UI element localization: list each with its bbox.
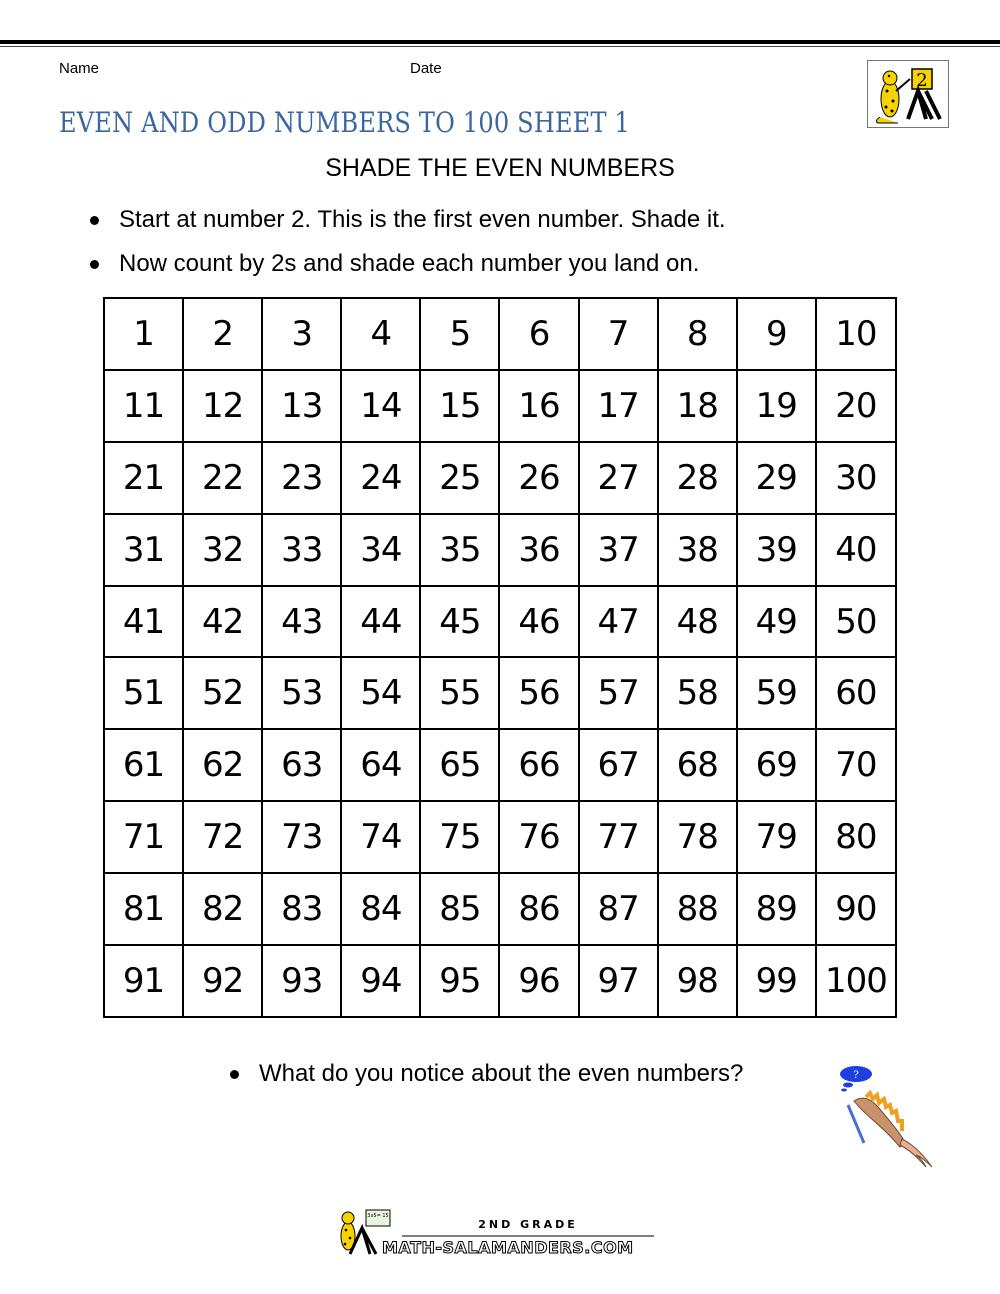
grid-cell[interactable]: 14	[341, 370, 420, 442]
grid-cell[interactable]: 47	[579, 586, 658, 658]
grid-cell[interactable]: 70	[816, 729, 896, 801]
grid-cell[interactable]: 49	[737, 586, 816, 658]
grid-cell[interactable]: 65	[420, 729, 499, 801]
question-text: What do you notice about the even numbers?	[259, 1060, 744, 1087]
grid-cell[interactable]: 2	[183, 298, 262, 370]
grid-cell[interactable]: 24	[341, 442, 420, 514]
grid-cell[interactable]: 84	[341, 873, 420, 945]
grade-logo	[867, 60, 949, 128]
instruction-item	[88, 198, 726, 242]
grid-cell[interactable]: 10	[816, 298, 896, 370]
thinking-bubble-text: ?	[853, 1070, 859, 1081]
grid-cell[interactable]: 66	[499, 729, 578, 801]
grid-cell[interactable]: 42	[183, 586, 262, 658]
grid-cell[interactable]: 22	[183, 442, 262, 514]
thinking-salamander-icon	[826, 1063, 938, 1173]
grid-cell[interactable]: 74	[341, 801, 420, 873]
grid-cell[interactable]: 15	[420, 370, 499, 442]
grid-cell[interactable]: 98	[658, 945, 737, 1017]
grid-cell[interactable]: 51	[104, 657, 183, 729]
grid-cell[interactable]: 11	[104, 370, 183, 442]
grid-cell[interactable]: 30	[816, 442, 896, 514]
hundred-grid	[103, 297, 897, 1018]
grid-cell[interactable]: 23	[262, 442, 341, 514]
grid-cell[interactable]: 13	[262, 370, 341, 442]
grid-cell[interactable]: 26	[499, 442, 578, 514]
instruction-item	[88, 242, 726, 286]
grid-cell[interactable]: 97	[579, 945, 658, 1017]
bullet-icon	[90, 260, 99, 269]
grid-cell[interactable]: 33	[262, 514, 341, 586]
grid-cell[interactable]: 78	[658, 801, 737, 873]
grid-cell[interactable]: 52	[183, 657, 262, 729]
grid-cell[interactable]: 5	[420, 298, 499, 370]
grid-cell[interactable]: 41	[104, 586, 183, 658]
grid-cell[interactable]: 27	[579, 442, 658, 514]
grid-row	[104, 873, 896, 945]
name-label: Name	[59, 60, 100, 77]
grid-cell[interactable]: 6	[499, 298, 578, 370]
grid-cell[interactable]: 79	[737, 801, 816, 873]
grid-cell[interactable]: 54	[341, 657, 420, 729]
grid-cell[interactable]: 68	[658, 729, 737, 801]
grid-cell[interactable]: 25	[420, 442, 499, 514]
grid-cell[interactable]: 36	[499, 514, 578, 586]
grid-cell[interactable]: 69	[737, 729, 816, 801]
grid-cell[interactable]: 8	[658, 298, 737, 370]
worksheet-title: EVEN AND ODD NUMBERS TO 100 SHEET 1	[59, 106, 631, 139]
grid-cell[interactable]: 55	[420, 657, 499, 729]
header-rule-thin	[0, 46, 1000, 47]
instructions-list	[88, 198, 726, 286]
grid-cell[interactable]: 83	[262, 873, 341, 945]
grid-cell[interactable]: 95	[420, 945, 499, 1017]
grid-cell[interactable]: 56	[499, 657, 578, 729]
grid-cell[interactable]: 12	[183, 370, 262, 442]
grid-cell[interactable]: 50	[816, 586, 896, 658]
grid-cell[interactable]: 100	[816, 945, 896, 1017]
grid-cell[interactable]: 89	[737, 873, 816, 945]
grid-cell[interactable]: 99	[737, 945, 816, 1017]
grid-cell[interactable]: 63	[262, 729, 341, 801]
grid-cell[interactable]: 92	[183, 945, 262, 1017]
grid-cell[interactable]: 1	[104, 298, 183, 370]
grid-cell[interactable]: 9	[737, 298, 816, 370]
grid-cell[interactable]: 46	[499, 586, 578, 658]
grid-cell[interactable]: 29	[737, 442, 816, 514]
question-item	[228, 1060, 743, 1088]
easel-text: 3x5= 15	[367, 1213, 389, 1219]
grid-cell[interactable]: 28	[658, 442, 737, 514]
grid-cell[interactable]: 87	[579, 873, 658, 945]
grid-cell[interactable]: 34	[341, 514, 420, 586]
grid-cell[interactable]: 37	[579, 514, 658, 586]
grid-cell[interactable]: 43	[262, 586, 341, 658]
instruction-text: Start at number 2. This is the first even number. Shade it.	[119, 206, 726, 233]
grid-cell[interactable]: 76	[499, 801, 578, 873]
date-label: Date	[410, 60, 442, 77]
grid-cell[interactable]: 20	[816, 370, 896, 442]
grid-cell[interactable]: 88	[658, 873, 737, 945]
grid-cell[interactable]: 93	[262, 945, 341, 1017]
grid-row	[104, 586, 896, 658]
grid-row	[104, 729, 896, 801]
grid-cell[interactable]: 90	[816, 873, 896, 945]
grid-cell[interactable]: 40	[816, 514, 896, 586]
grid-cell[interactable]: 86	[499, 873, 578, 945]
grid-row	[104, 657, 896, 729]
grid-cell[interactable]: 35	[420, 514, 499, 586]
grid-cell[interactable]: 4	[341, 298, 420, 370]
grid-cell[interactable]: 75	[420, 801, 499, 873]
bullet-icon	[90, 216, 99, 225]
grid-cell[interactable]: 57	[579, 657, 658, 729]
grid-row	[104, 370, 896, 442]
grid-cell[interactable]: 44	[341, 586, 420, 658]
grid-cell[interactable]: 82	[183, 873, 262, 945]
grid-cell[interactable]: 91	[104, 945, 183, 1017]
worksheet-subtitle: SHADE THE EVEN NUMBERS	[325, 154, 675, 182]
header-rule-thick	[0, 40, 1000, 44]
salamander-easel-logo-icon	[868, 61, 948, 127]
grid-cell[interactable]: 48	[658, 586, 737, 658]
grid-cell[interactable]: 19	[737, 370, 816, 442]
bullet-icon	[230, 1070, 239, 1079]
grid-cell[interactable]: 21	[104, 442, 183, 514]
grid-cell[interactable]: 58	[658, 657, 737, 729]
grid-cell[interactable]: 60	[816, 657, 896, 729]
instruction-text: Now count by 2s and shade each number you land on.	[119, 250, 700, 277]
footer-site-text: MATH-SALAMANDERS.COM	[382, 1238, 634, 1257]
grid-cell[interactable]: 31	[104, 514, 183, 586]
grid-cell[interactable]: 77	[579, 801, 658, 873]
grid-cell[interactable]: 16	[499, 370, 578, 442]
grid-row	[104, 801, 896, 873]
footer-grade-text: 2ND GRADE	[478, 1218, 578, 1231]
grid-cell[interactable]: 80	[816, 801, 896, 873]
grid-cell[interactable]: 38	[658, 514, 737, 586]
grid-cell[interactable]: 17	[579, 370, 658, 442]
grid-cell[interactable]: 71	[104, 801, 183, 873]
grid-row	[104, 514, 896, 586]
grid-row	[104, 945, 896, 1017]
math-salamanders-footer-logo	[332, 1208, 656, 1258]
grid-cell[interactable]: 61	[104, 729, 183, 801]
grid-row	[104, 298, 896, 370]
grid-cell[interactable]: 45	[420, 586, 499, 658]
grid-cell[interactable]: 59	[737, 657, 816, 729]
grid-cell[interactable]: 73	[262, 801, 341, 873]
grid-cell[interactable]: 32	[183, 514, 262, 586]
grade-badge: 2	[916, 70, 928, 91]
grid-row	[104, 442, 896, 514]
grid-cell[interactable]: 94	[341, 945, 420, 1017]
grid-cell[interactable]: 96	[499, 945, 578, 1017]
grid-cell[interactable]: 72	[183, 801, 262, 873]
grid-cell[interactable]: 81	[104, 873, 183, 945]
grid-cell[interactable]: 67	[579, 729, 658, 801]
grid-cell[interactable]: 64	[341, 729, 420, 801]
grid-cell[interactable]: 3	[262, 298, 341, 370]
grid-cell[interactable]: 53	[262, 657, 341, 729]
grid-cell[interactable]: 85	[420, 873, 499, 945]
grid-cell[interactable]: 62	[183, 729, 262, 801]
grid-cell[interactable]: 18	[658, 370, 737, 442]
grid-cell[interactable]: 7	[579, 298, 658, 370]
grid-cell[interactable]: 39	[737, 514, 816, 586]
